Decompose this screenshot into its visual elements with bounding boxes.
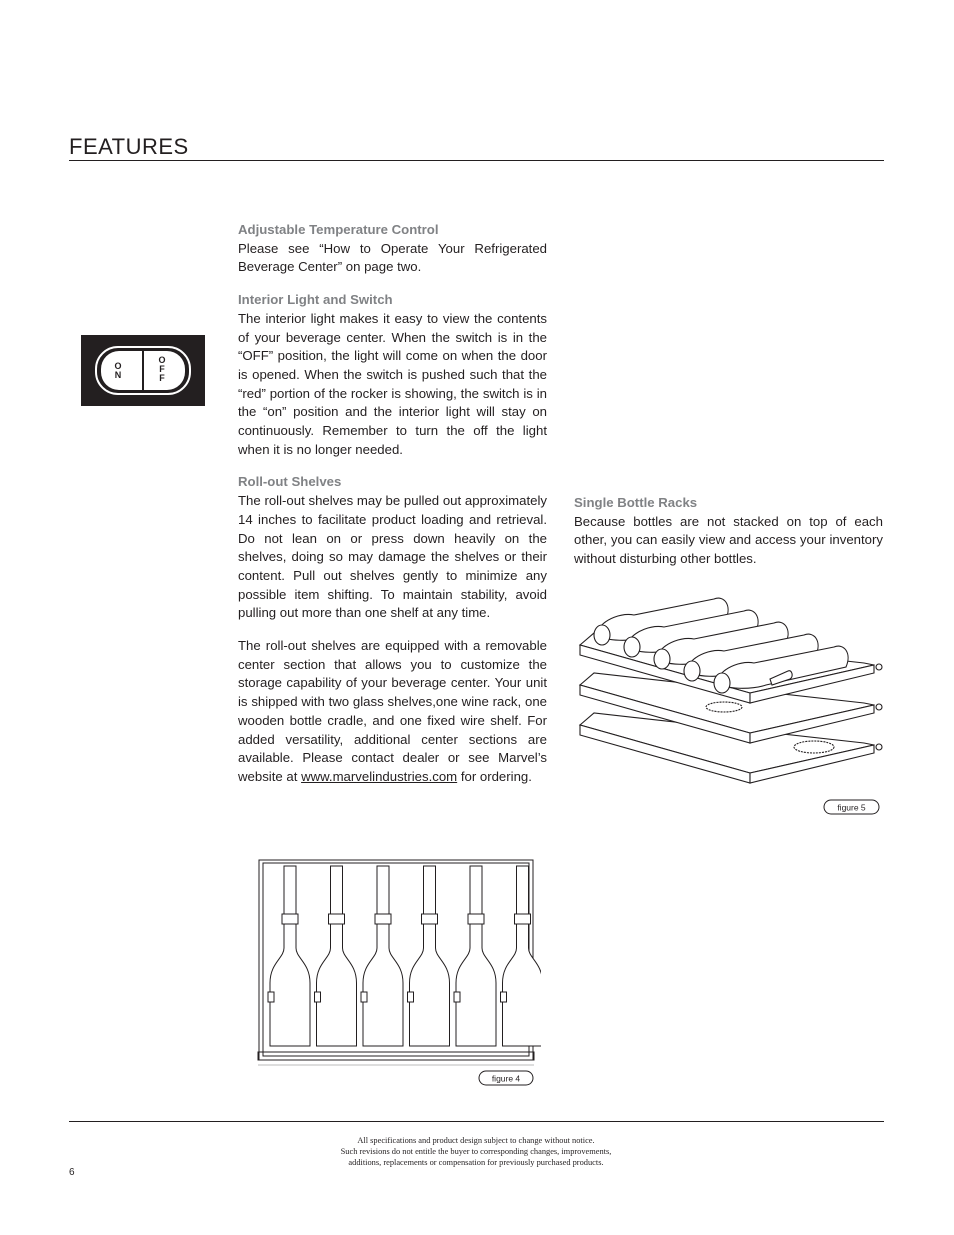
section-temperature bbox=[238, 221, 547, 277]
switch-on-label-n: N bbox=[114, 370, 122, 380]
heading-racks: Single Bottle Racks bbox=[574, 495, 698, 510]
bottle-neck-band bbox=[515, 914, 531, 924]
heading-temperature: Adjustable Temperature Control bbox=[238, 222, 439, 237]
switch-off-label-f1: F bbox=[159, 364, 165, 374]
body-racks: Because bottles are not stacked on top of each other, you can easily view and access your inventory without disturbing other bottles. bbox=[574, 513, 883, 567]
bottle-outline bbox=[410, 866, 450, 1046]
bottle-neck-band bbox=[282, 914, 298, 924]
figure-4-label bbox=[479, 1071, 533, 1085]
rack-divider bbox=[501, 992, 507, 1002]
bottle-outline bbox=[317, 866, 357, 1046]
body-shelves-2 bbox=[238, 637, 547, 787]
footer-line-2: Such revisions do not entitle the buyer to corresponding changes, improvements, bbox=[340, 1146, 612, 1156]
figure-4-wine-rack-illustration bbox=[256, 858, 541, 1088]
section-shelves bbox=[238, 473, 547, 786]
heading-shelves: Roll-out Shelves bbox=[238, 474, 342, 490]
switch-off-label-o: O bbox=[158, 355, 166, 365]
switch-on-label-o: O bbox=[114, 361, 122, 371]
figure-5-label bbox=[824, 800, 879, 814]
footer-line-3: additions, replacements or compensation for previously purchased products. bbox=[348, 1157, 604, 1167]
figure-4-caption: figure 4 bbox=[491, 1073, 521, 1084]
body-temperature: Please see “How to Operate Your Refrigerated Beverage Center” on page two. bbox=[238, 240, 547, 275]
bottle-outline bbox=[270, 866, 310, 1046]
rack-divider bbox=[408, 992, 414, 1002]
figure-5-caption: figure 5 bbox=[837, 802, 866, 813]
switch-off-label-f2: F bbox=[159, 373, 165, 383]
page-title: FEATURES bbox=[69, 134, 189, 159]
body-shelves-2-text: The roll-out shelves are equipped with a removable center section that allows you to customize the storage capability of your beverage center. Your unit is shipped with two glass shelves,one wine rack, one wooden bottle cradle, and one fixed wire shelf. For added versatility, additional center sections are available. Please contact dealer or see Marvel’s website at bbox=[238, 638, 547, 784]
page-number: 6 bbox=[69, 1167, 75, 1178]
bottle-neck-band bbox=[422, 914, 438, 924]
rack-divider bbox=[268, 992, 274, 1002]
rack-divider bbox=[315, 992, 321, 1002]
right-text-column bbox=[574, 494, 883, 583]
bottle-neck-band bbox=[375, 914, 391, 924]
header-rule bbox=[69, 160, 884, 161]
body-shelves-2-tail: for ordering. bbox=[457, 768, 532, 784]
footer-line-1: All specifications and product design subject to change without notice. bbox=[357, 1136, 595, 1145]
footer-rule bbox=[69, 1121, 884, 1122]
section-light bbox=[238, 291, 547, 459]
left-text-column bbox=[238, 221, 547, 801]
body-light: The interior light makes it easy to view the contents of your beverage center. When the switch is in the “OFF” position, the light will come on when the door is opened. When the switch is pushed such that the “red” portion of the rocker is showing, the switch is in the “on” position and the interior light will stay on continuously. Remember to turn the off the light when it is no longer needed. bbox=[238, 310, 547, 457]
bottle-outline bbox=[503, 866, 542, 1046]
heading-light: Interior Light and Switch bbox=[238, 292, 393, 308]
rack-divider bbox=[361, 992, 367, 1002]
bottle-outline bbox=[363, 866, 403, 1046]
body-shelves-1: The roll-out shelves may be pulled out approximately 14 inches to facilitate product loading and retrieval. Do not lean on or press down heavily on the shelves, doing so may damage the shelves or their content. Pull out shelves gently to minimize any possible item shifting. To maintain stability, avoid pulling out more than one shelf at any time. bbox=[238, 493, 547, 621]
figure-5-shelves-illustration bbox=[574, 585, 886, 817]
rack-divider bbox=[454, 992, 460, 1002]
footer-disclaimer bbox=[250, 1136, 702, 1168]
bottle-neck-band bbox=[468, 914, 484, 924]
bottle-neck-band bbox=[329, 914, 345, 924]
bottle-outline bbox=[456, 866, 496, 1046]
marvel-website-link[interactable]: www.marvelindustries.com bbox=[301, 768, 458, 784]
section-racks bbox=[574, 494, 883, 569]
rocker-switch-illustration bbox=[81, 335, 205, 406]
